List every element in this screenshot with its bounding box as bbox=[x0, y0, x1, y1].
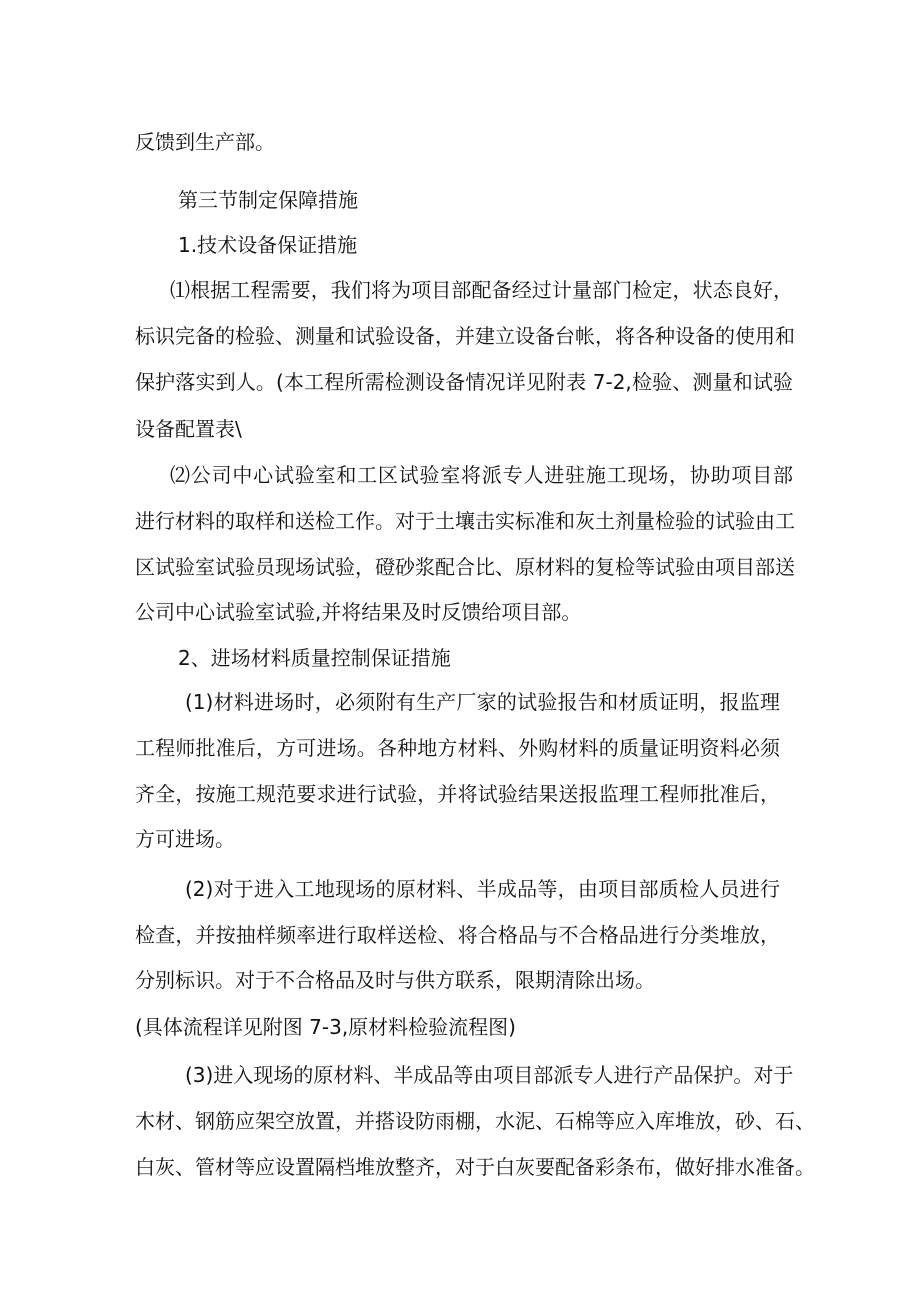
paragraph-line: 检查，并按抽样频率进行取样送检、将合格品与不合格品进行分类堆放， bbox=[135, 923, 780, 947]
paragraph-line: 公司中心试验室试验,并将结果及时反馈给项目部。 bbox=[135, 600, 582, 624]
flowchart-note: (具体流程详见附图 7-3,原材料检验流程图) bbox=[135, 1015, 516, 1039]
paragraph-line: ⑵公司中心试验室和工区试验室将派专人进驻施工现场，协助项目部 bbox=[170, 463, 793, 487]
paragraph-line: ⑴根据工程需要，我们将为项目部配备经过计量部门检定，状态良好， bbox=[170, 278, 793, 302]
paragraph-line: 标识完备的检验、测量和试验设备，并建立设备台帐，将各种设备的使用和 bbox=[135, 324, 795, 348]
paragraph-line: (2)对于进入工地现场的原材料、半成品等，由项目部质检人员进行 bbox=[185, 877, 780, 901]
section-title: 第三节制定保障措施 bbox=[178, 188, 358, 212]
paragraph-line: 保护落实到人。(本工程所需检测设备情况详见附表 7-2,检验、测量和试验 bbox=[135, 370, 793, 394]
paragraph-line: 分别标识。对于不合格品及时与供方联系，限期清除出场。 bbox=[135, 968, 655, 992]
paragraph-line: 进行材料的取样和送检工作。对于土壤击实标准和灰土剂量检验的试验由工 bbox=[135, 509, 795, 533]
heading-1: 1.技术设备保证措施 bbox=[178, 233, 358, 257]
paragraph-line: 白灰、管材等应设置隔档堆放整齐，对于白灰要配备彩条布，做好排水准备。 bbox=[135, 1155, 815, 1179]
paragraph-line: 区试验室试验员现场试验，磴砂浆配合比、原材料的复检等试验由项目部送 bbox=[135, 555, 795, 579]
paragraph-line: 工程师批准后，方可进场。各种地方材料、外购材料的质量证明资料必须 bbox=[135, 736, 780, 760]
paragraph-line: 反馈到生产部。 bbox=[135, 130, 275, 154]
paragraph-line: (1)材料进场时，必须附有生产厂家的试验报告和材质证明，报监理 bbox=[185, 690, 780, 714]
paragraph-line: 方可进场。 bbox=[135, 827, 235, 851]
paragraph-line: (3)进入现场的原材料、半成品等由项目部派专人进行产品保护。对于 bbox=[185, 1063, 794, 1087]
paragraph-line: 齐全，按施工规范要求进行试验，并将试验结果送报监理工程师批准后， bbox=[135, 782, 780, 806]
heading-2: 2、进场材料质量控制保证措施 bbox=[178, 646, 451, 670]
paragraph-line: 木材、钢筋应架空放置，并搭设防雨棚，水泥、石棉等应入库堆放，砂、石、 bbox=[135, 1109, 815, 1133]
paragraph-line: 设备配置表\ bbox=[135, 417, 242, 441]
